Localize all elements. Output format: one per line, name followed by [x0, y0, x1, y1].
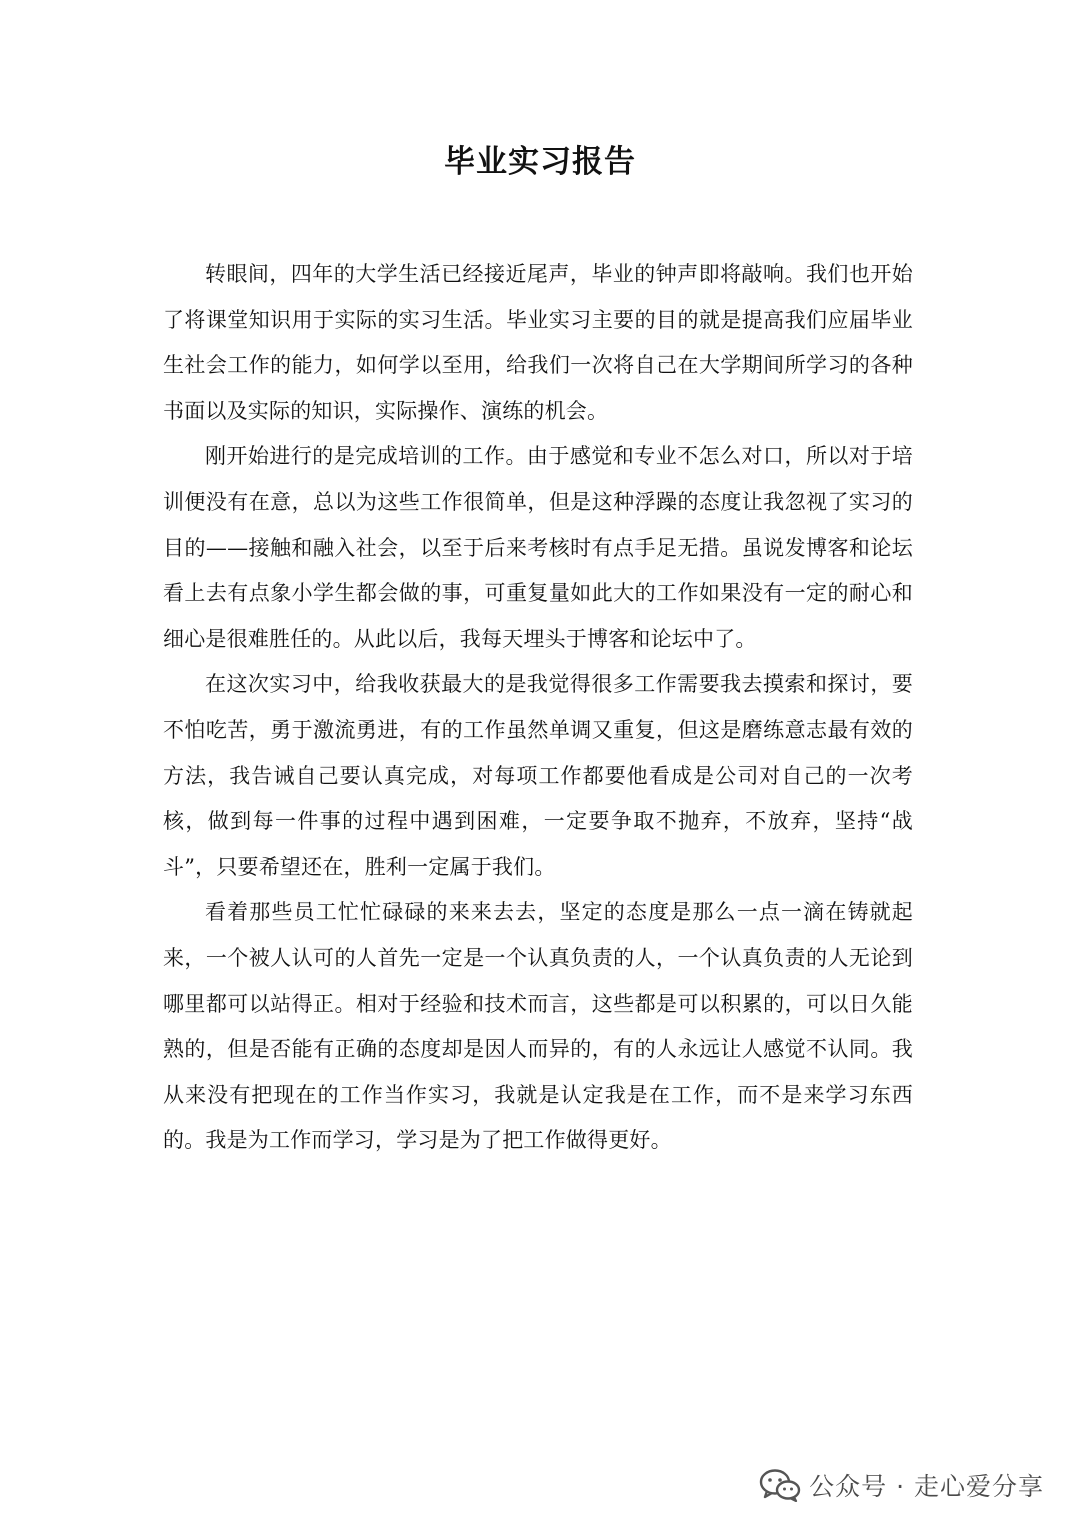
paragraph-1: 转眼间，四年的大学生活已经接近尾声，毕业的钟声即将敲响。我们也开始了将课堂知识用于实际的实习生活。毕业实习主要的目的就是提高我们应届毕业生社会工作的能力，如何学以至用，给我们一次将自己在大学期间所学习的各种书面以及实际的知识，实际操作、演练的机会。	[163, 262, 913, 423]
paragraph-3: 在这次实习中，给我收获最大的是我觉得很多工作需要我去摸索和探讨，要不怕吃苦，勇于激流勇进，有的工作虽然单调又重复，但这是磨练意志最有效的方法，我告诫自己要认真完成，对每项工作都要他看成是公司对自己的一次考核，做到每一件事的过程中遇到困难，一定要争取不抛弃，不放弃，坚持“战斗”，只要希望还在，胜利一定属于我们。	[163, 672, 913, 879]
wechat-watermark	[759, 1462, 1044, 1508]
wechat-icon	[759, 1468, 801, 1502]
document-body	[163, 252, 913, 1164]
watermark-text: 公众号 · 走心爱分享	[809, 1472, 1044, 1501]
paragraph-4: 看着那些员工忙忙碌碌的来来去去，坚定的态度是那么一点一滴在铸就起来，一个被人认可的人首先一定是一个认真负责的人，一个认真负责的人无论到哪里都可以站得正。相对于经验和技术而言，这些都是可以积累的，可以日久能熟的，但是否能有正确的态度却是因人而异的，有的人永远让人感觉不认同。我从来没有把现在的工作当作实习，我就是认定我是在工作，而不是来学习东西的。我是为工作而学习，学习是为了把工作做得更好。	[163, 900, 913, 1153]
paragraph-2: 刚开始进行的是完成培训的工作。由于感觉和专业不怎么对口，所以对于培训便没有在意，总以为这些工作很简单，但是这种浮躁的态度让我忽视了实习的目的——接触和融入社会，以至于后来考核时有点手足无措。虽说发博客和论坛看上去有点象小学生都会做的事，可重复量如此大的工作如果没有一定的耐心和细心是很难胜任的。从此以后，我每天埋头于博客和论坛中了。	[163, 444, 913, 651]
document-title: 毕业实习报告	[444, 144, 636, 180]
